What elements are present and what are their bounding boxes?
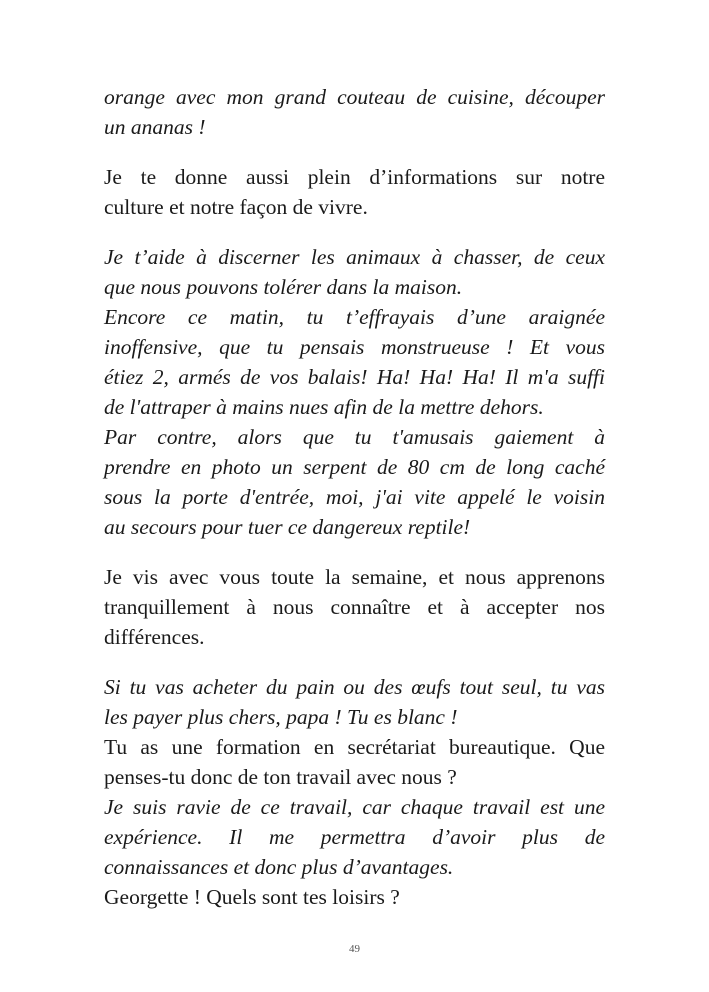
text-line: différences. bbox=[104, 625, 205, 649]
text-line: Je vis avec vous toute la semaine, et nous apprenons bbox=[104, 565, 605, 589]
text-line: expérience. Il me permettra d’avoir plus de bbox=[104, 825, 605, 849]
text-line: les payer plus chers, papa ! Tu es blanc ! bbox=[104, 705, 458, 729]
text-line: Tu as une formation en secrétariat bureautique. Que bbox=[104, 735, 605, 759]
text-line: étiez 2, armés de vos balais! Ha! Ha! Ha! Il m'a suffi bbox=[104, 365, 605, 389]
text-line: prendre en photo un serpent de 80 cm de long caché bbox=[104, 455, 605, 479]
text-line: un ananas ! bbox=[104, 115, 206, 139]
text-line: Je te donne aussi plein d’informations sur notre bbox=[104, 165, 605, 189]
text-line: connaissances et donc plus d’avantages. bbox=[104, 855, 454, 879]
document-body bbox=[104, 82, 605, 912]
text-line: Je suis ravie de ce travail, car chaque travail est une bbox=[104, 795, 605, 819]
text-line: Encore ce matin, tu t’effrayais d’une araignée bbox=[104, 305, 605, 329]
text-line: de l'attraper à mains nues afin de la mettre dehors. bbox=[104, 395, 544, 419]
text-line: Si tu vas acheter du pain ou des œufs tout seul, tu vas bbox=[104, 675, 605, 699]
text-line: penses-tu donc de ton travail avec nous ? bbox=[104, 765, 457, 789]
text-line: au secours pour tuer ce dangereux reptile! bbox=[104, 515, 471, 539]
text-line: tranquillement à nous connaître et à accepter nos bbox=[104, 595, 605, 619]
text-line: que nous pouvons tolérer dans la maison. bbox=[104, 275, 463, 299]
paragraph bbox=[104, 242, 605, 542]
text-line: sous la porte d'entrée, moi, j'ai vite appelé le voisin bbox=[104, 485, 605, 509]
text-line: Je t’aide à discerner les animaux à chasser, de ceux bbox=[104, 245, 605, 269]
text-line: inoffensive, que tu pensais monstrueuse ! Et vous bbox=[104, 335, 605, 359]
page-number: 49 bbox=[349, 943, 360, 955]
paragraph bbox=[104, 162, 605, 222]
text-line: Par contre, alors que tu t'amusais gaiement à bbox=[104, 425, 605, 449]
text-line: orange avec mon grand couteau de cuisine, découper bbox=[104, 85, 605, 109]
paragraph bbox=[104, 82, 605, 142]
text-line: Georgette ! Quels sont tes loisirs ? bbox=[104, 885, 400, 909]
paragraph bbox=[104, 672, 605, 912]
text-line: culture et notre façon de vivre. bbox=[104, 195, 368, 219]
paragraph bbox=[104, 562, 605, 652]
